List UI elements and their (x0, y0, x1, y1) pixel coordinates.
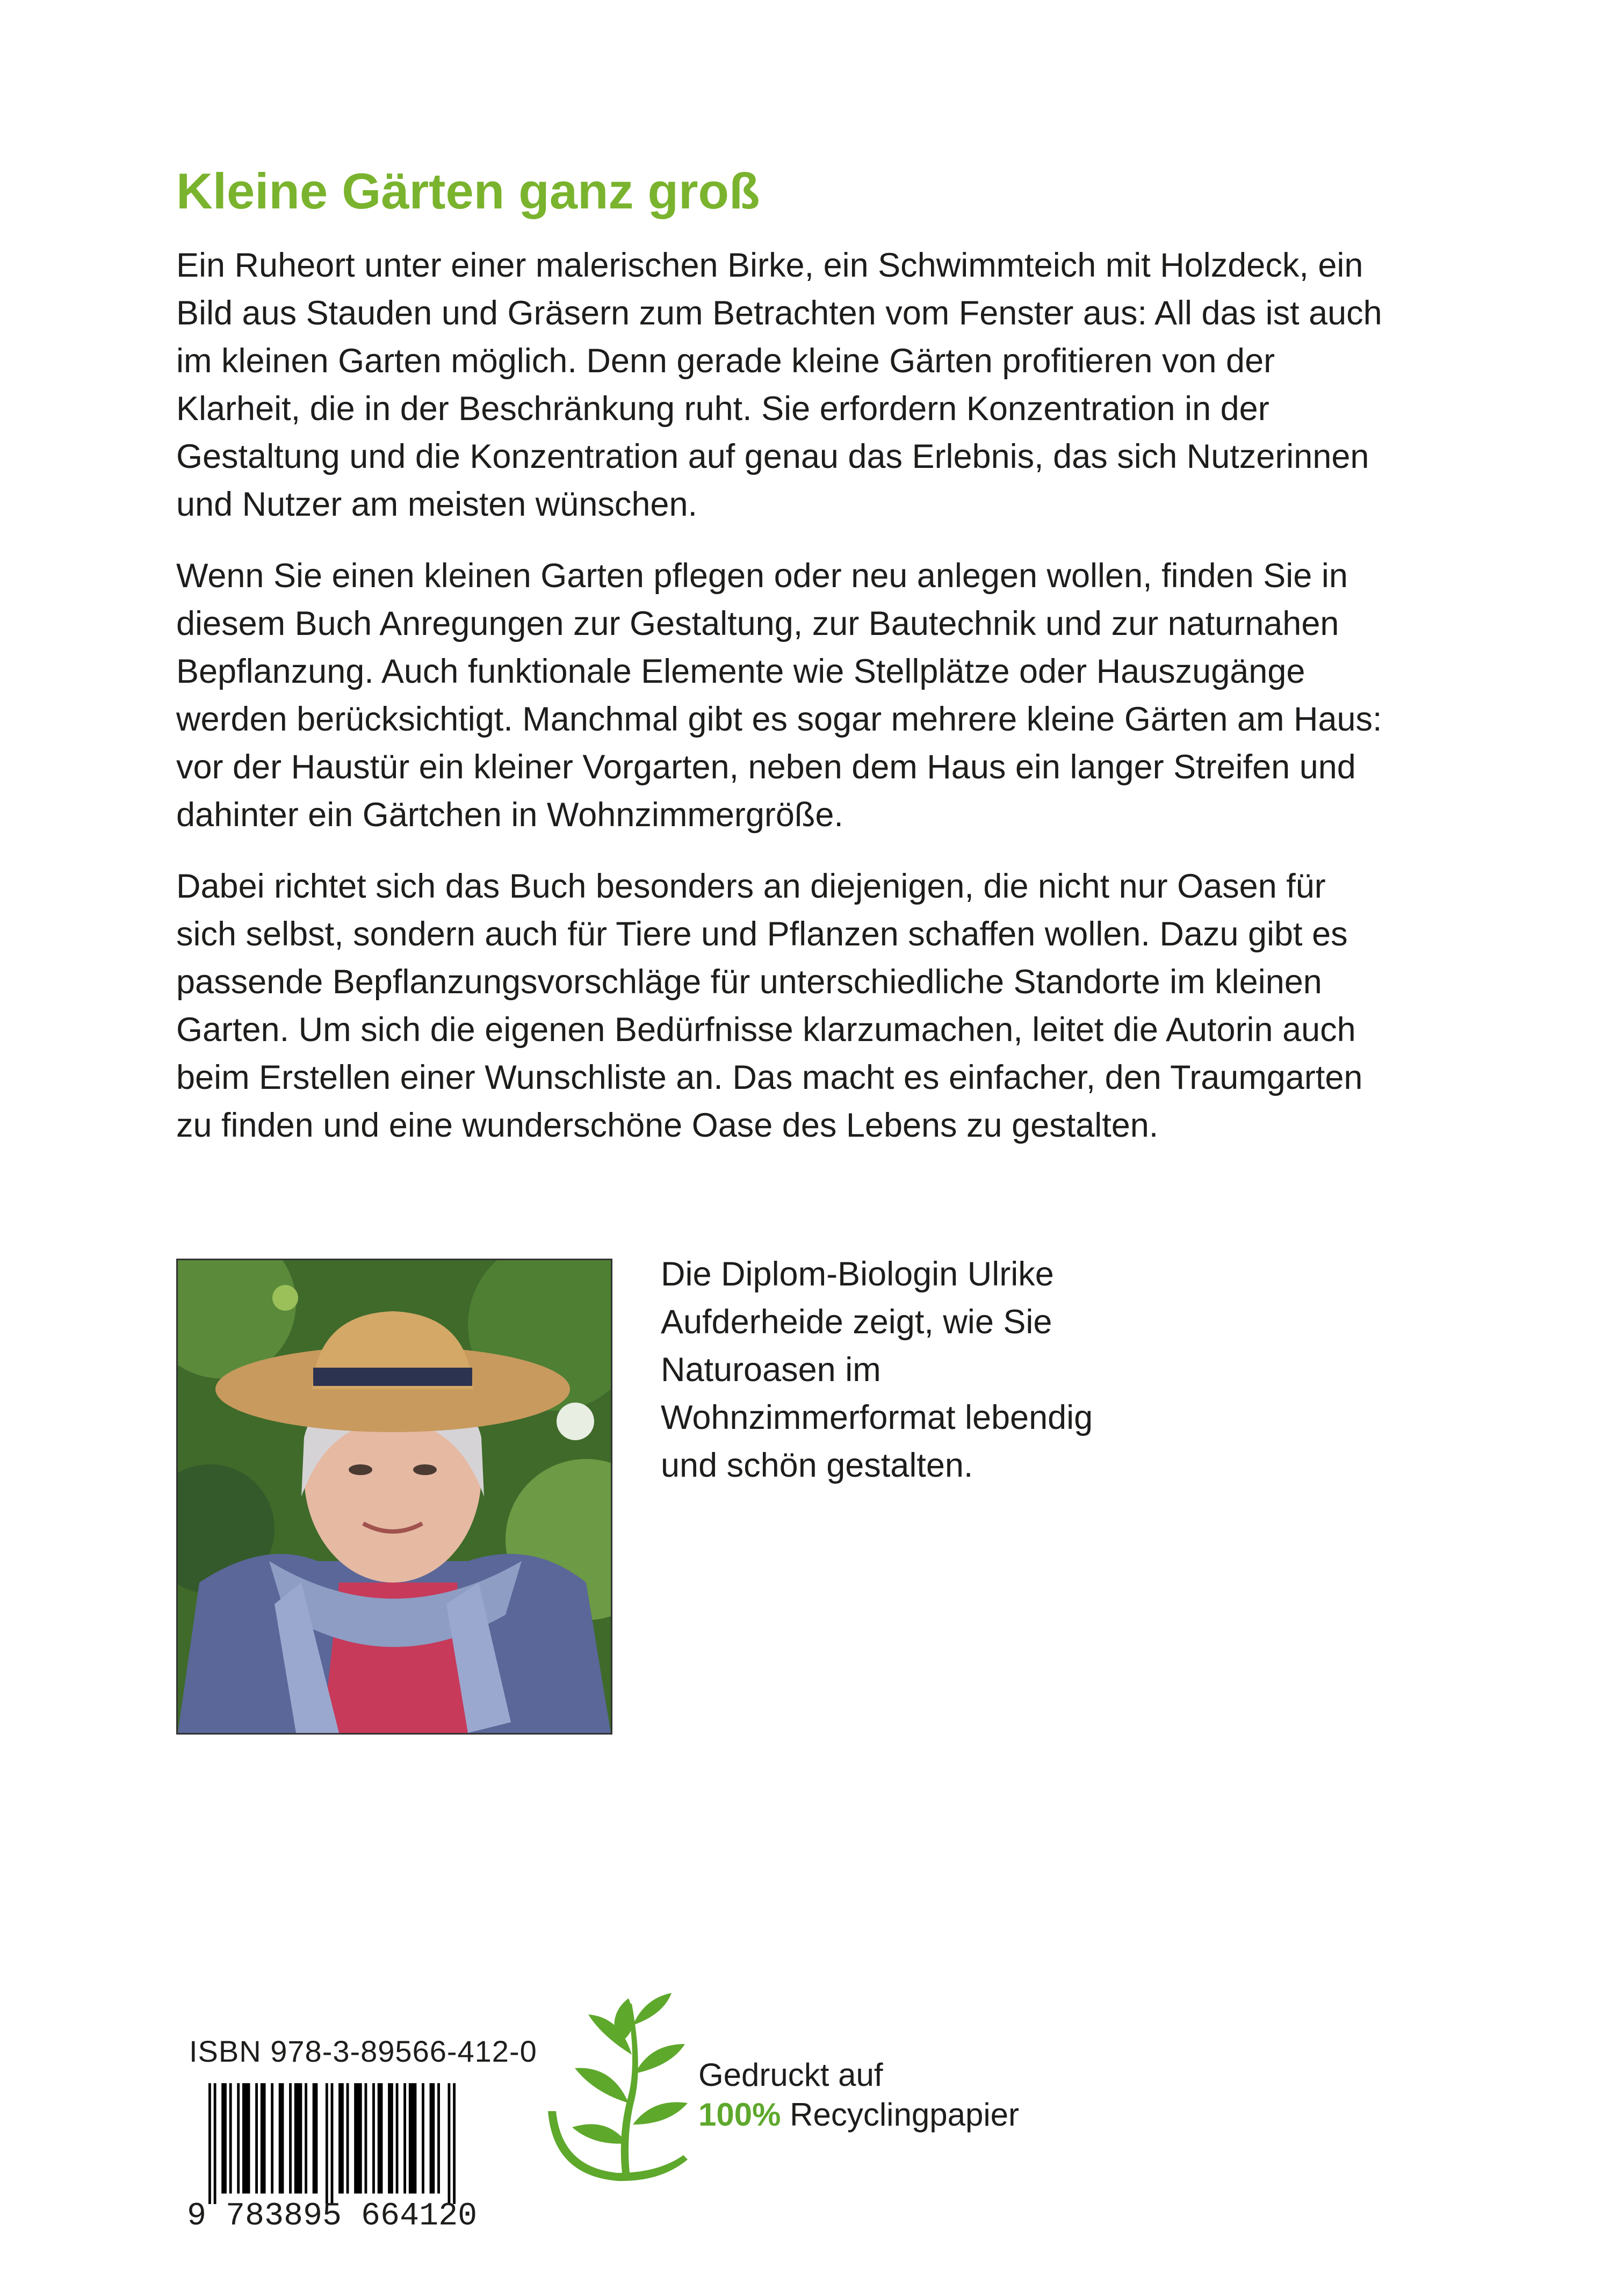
eco-label-line-2 (698, 2097, 1019, 2133)
barcode (208, 2083, 456, 2204)
eco-label-percent: 100% (698, 2097, 781, 2133)
eco-label-line-1: Gedruckt auf (698, 2057, 883, 2093)
barcode-digits: 9 783895 664120 (187, 2198, 478, 2235)
eco-label-recycling: Recyclingpapier (781, 2097, 1020, 2133)
blurb-body (176, 242, 1390, 1173)
blurb-paragraph-1: Ein Ruheort unter einer malerischen Birke, ein Schwimmteich mit Holzdeck, ein Bild aus Stauden und Gräsern zum Betrachten vom Fenster aus: All das ist auch im kleinen Garten möglich. Denn gerade kleine Gärten profitieren von der Klarheit, die in der Beschränkung ruht. Sie erfordern Konzentration in der Gestaltung und die Konzentration auf genau das Erlebnis, das sich Nutzerinnen und Nutzer am meisten wünschen. (176, 247, 1382, 523)
plant-seedling-icon (537, 1988, 714, 2192)
book-title: Kleine Gärten ganz groß (176, 163, 760, 219)
blurb-paragraph-2: Wenn Sie einen kleinen Garten pflegen oder neu anlegen wollen, finden Sie in diesem Buch Anregungen zur Gestaltung, zur Bautechnik und zur naturnahen Bepflanzung. Auch funktionale Elemente wie Stellplätze oder Hauszugänge werden berücksichtigt. Manchmal gibt es sogar mehrere kleine Gärten am Haus: vor der Haustür ein kleiner Vorgarten, neben dem Haus ein langer Streifen und dahinter ein Gärtchen in Wohnzimmergröße. (176, 557, 1382, 834)
author-blurb: Die Diplom-Biologin Ulrike Aufderheide zeigt, wie Sie Naturoasen im Wohnzimmerformat lebendig und schön gestalten. (661, 1255, 1093, 1484)
blurb-paragraph-3: Dabei richtet sich das Buch besonders an diejenigen, die nicht nur Oasen für sich selbst, sondern auch für Tiere und Pflanzen schaffen wollen. Dazu gibt es passende Bepflanzungsvorschläge für unterschiedliche Standorte im kleinen Garten. Um sich die eigenen Bedürfnisse klarzumachen, leitet die Autorin auch beim Erstellen einer Wunschliste an. Das macht es einfacher, den Traumgarten zu finden und eine wunderschöne Oase des Lebens zu gestalten. (176, 868, 1363, 1144)
isbn-label: ISBN 978-3-89566-412-0 (189, 2034, 537, 2068)
author-photo (176, 1259, 612, 1735)
